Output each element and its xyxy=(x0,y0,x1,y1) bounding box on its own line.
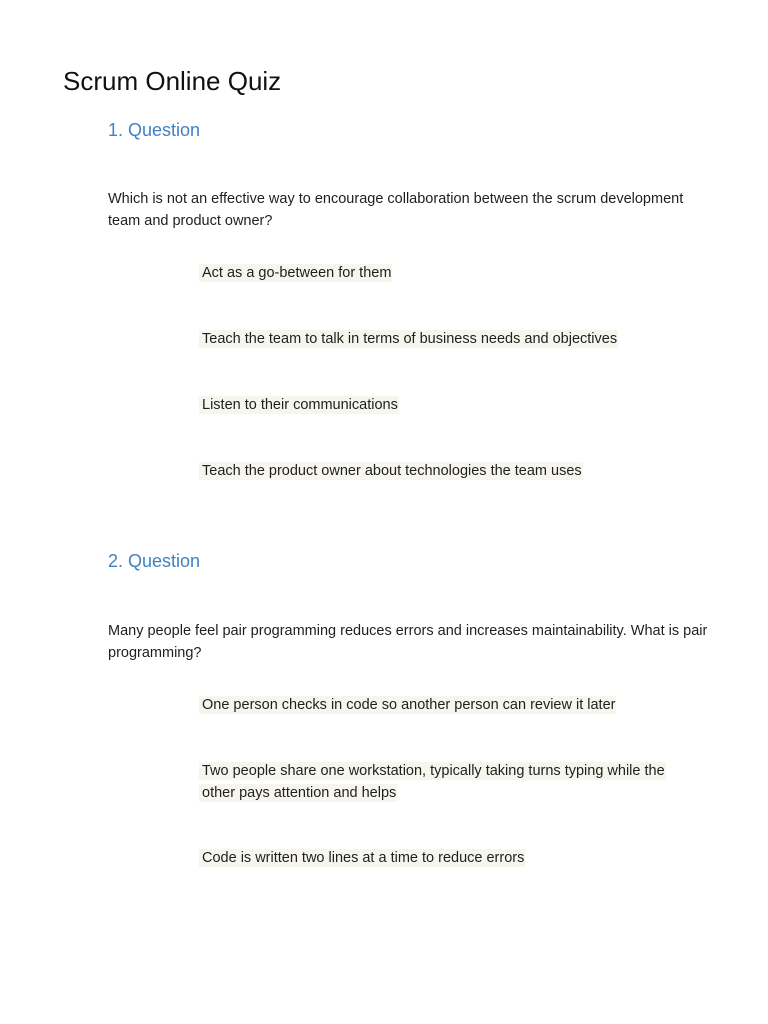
option-label: One person checks in code so another person can review it later xyxy=(199,696,616,714)
option-label: Two people share one workstation, typically taking turns typing while the other pays attention and helps xyxy=(199,762,666,802)
page-title: Scrum Online Quiz xyxy=(63,66,282,96)
question-2-option-1[interactable] xyxy=(199,694,699,716)
question-2-heading: 2. Question xyxy=(108,551,201,571)
question-1-option-3[interactable] xyxy=(199,394,699,416)
question-2-text: Many people feel pair programming reduces errors and increases maintainability. What is pair programming? xyxy=(108,623,708,661)
question-1-heading: 1. Question xyxy=(108,120,201,140)
option-label: Teach the team to talk in terms of business needs and objectives xyxy=(199,330,618,348)
question-1-option-1[interactable] xyxy=(199,262,699,284)
question-1-option-2[interactable] xyxy=(199,328,699,350)
question-2-option-3[interactable] xyxy=(199,847,699,869)
question-1-option-4[interactable] xyxy=(199,460,699,482)
question-1-text: Which is not an effective way to encourage collaboration between the scrum development team and product owner? xyxy=(108,191,684,229)
option-label: Listen to their communications xyxy=(199,396,399,414)
option-label: Act as a go-between for them xyxy=(199,264,392,282)
option-label: Code is written two lines at a time to reduce errors xyxy=(199,849,525,867)
option-label: Teach the product owner about technologies the team uses xyxy=(199,462,583,480)
question-2-option-2[interactable] xyxy=(199,760,699,804)
